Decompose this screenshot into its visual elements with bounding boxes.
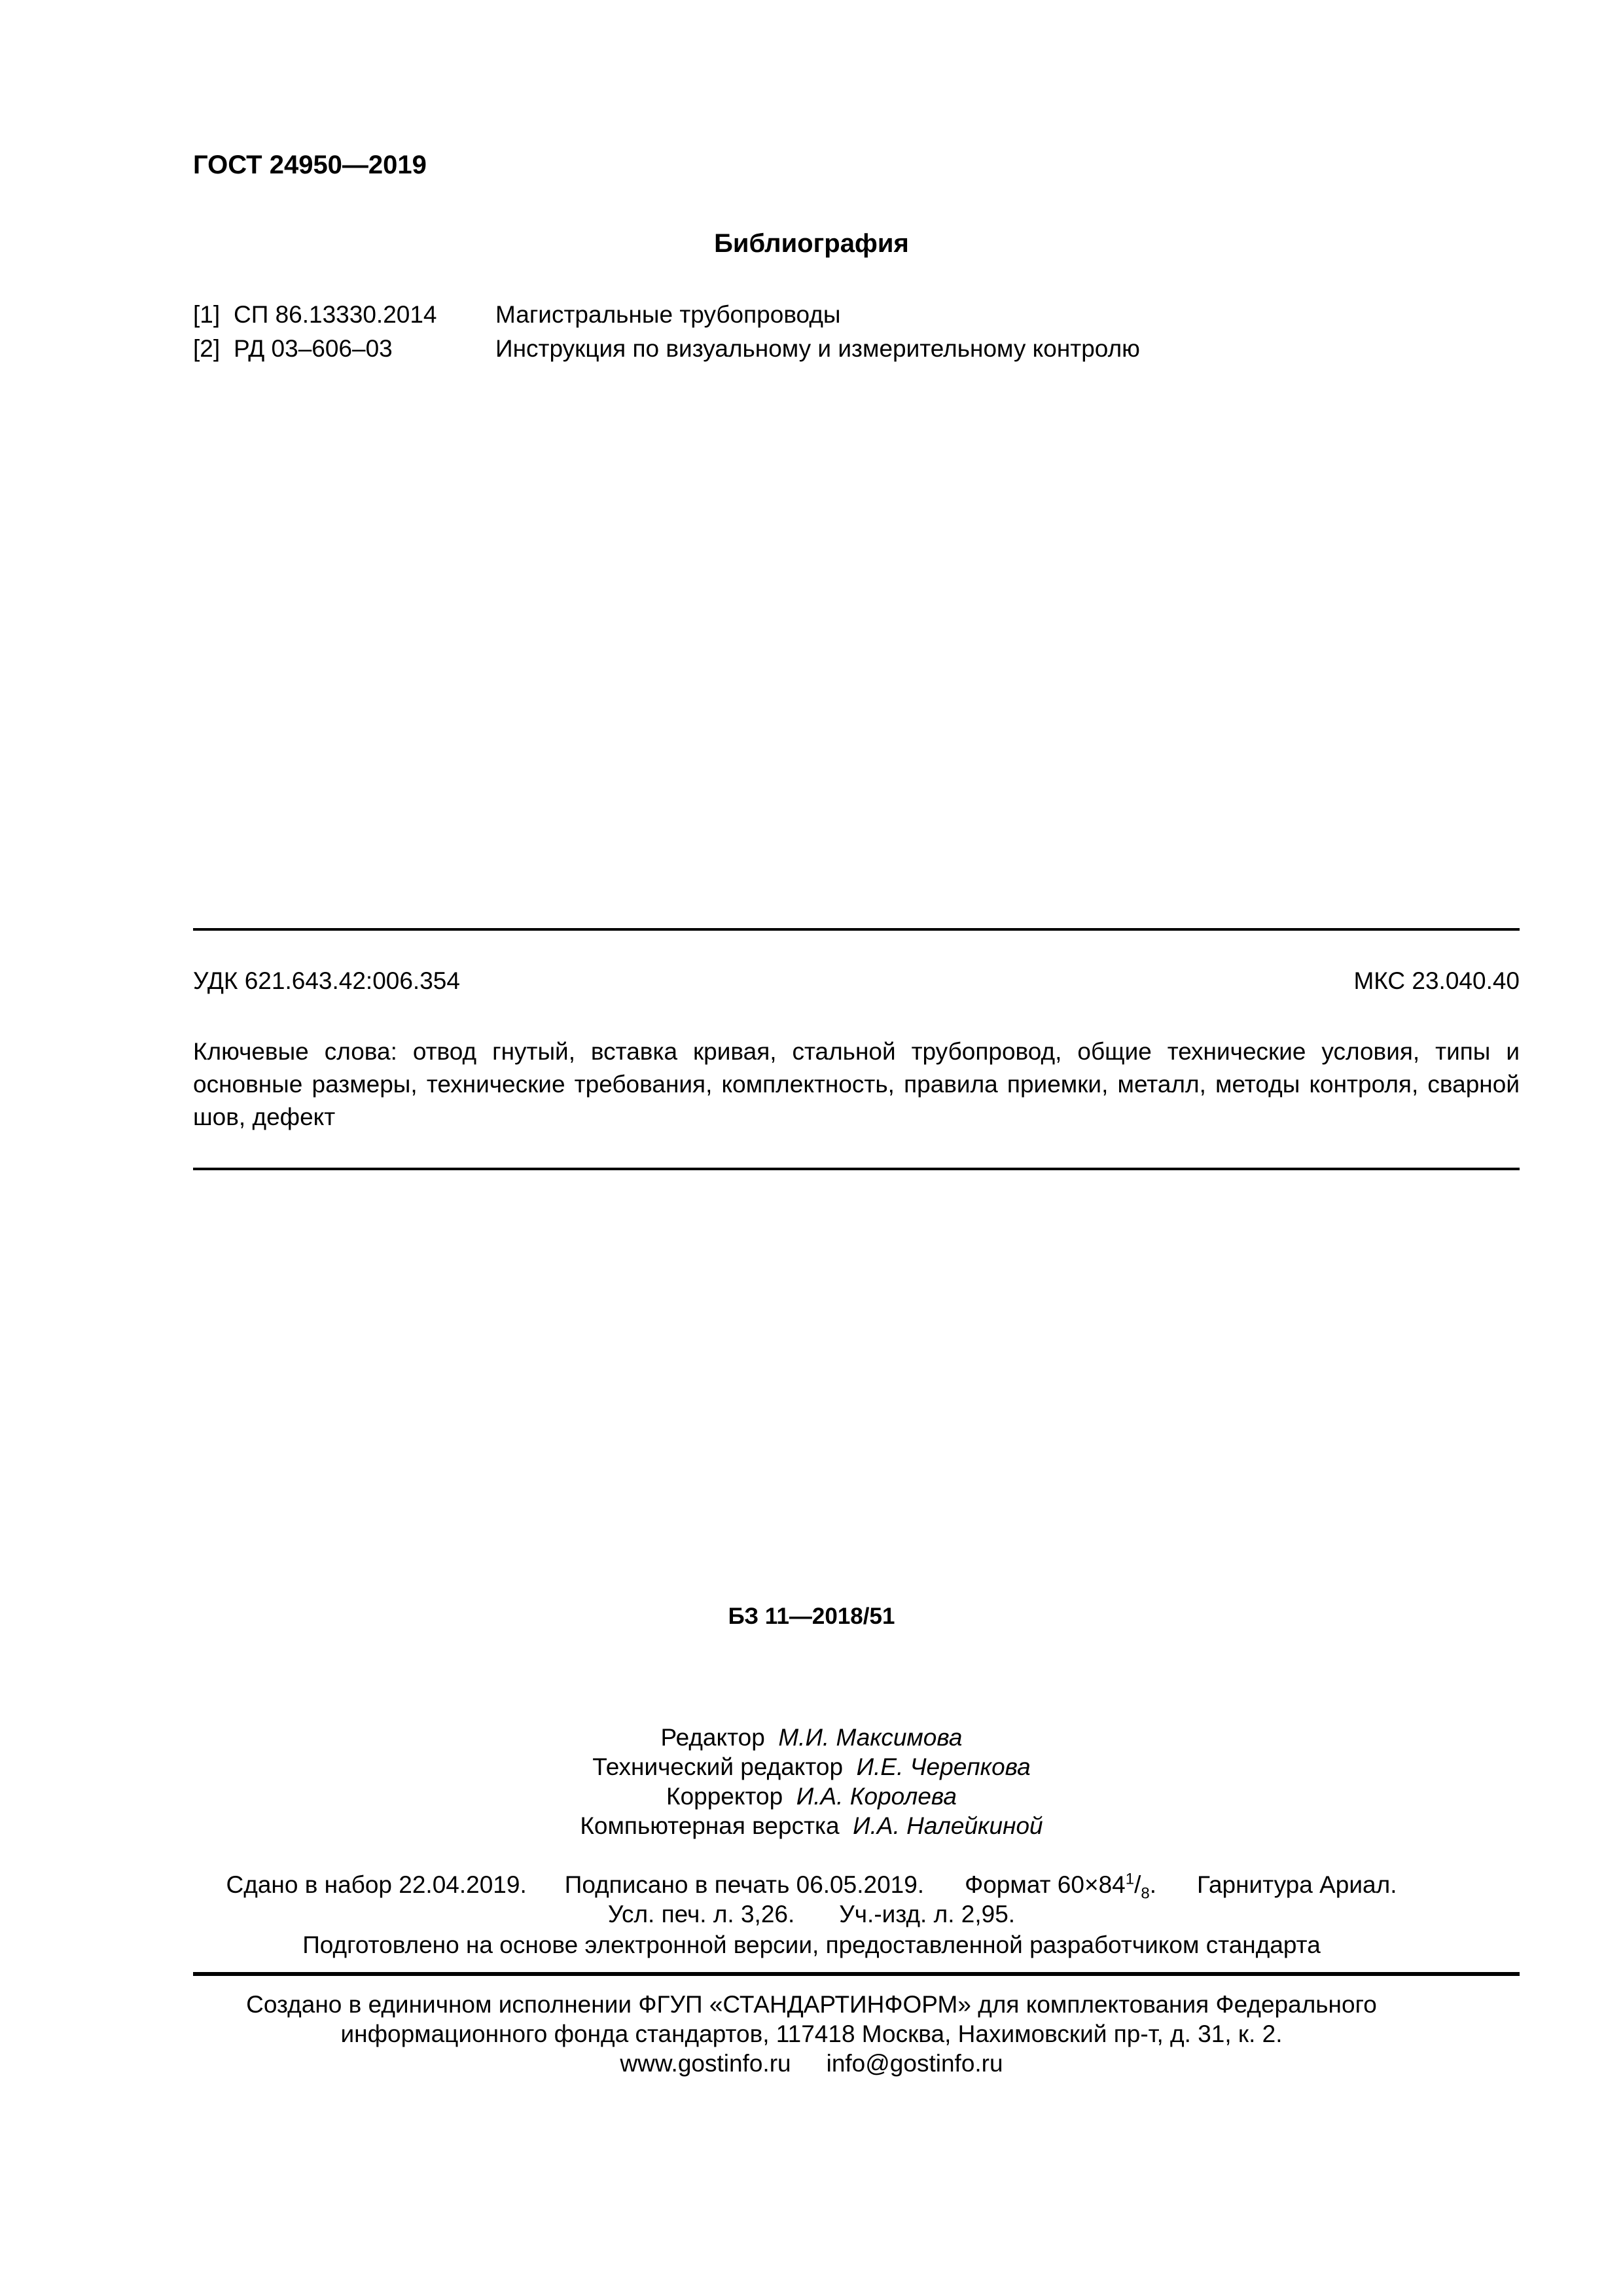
- pub-sheets: Уч.-изд. л. 2,95.: [839, 1901, 1016, 1928]
- thick-divider: [193, 1972, 1520, 1976]
- staff-name: М.И. Максимова: [778, 1724, 963, 1751]
- print-info-line: [0, 1870, 1623, 1903]
- footer-line-1: Создано в единичном исполнении ФГУП «СТАНДАРТИНФОРМ» для комплектования Федерального: [246, 1991, 1377, 2018]
- prepared-note: Подготовлено на основе электронной версии, предоставленной разработчиком стандарта: [302, 1931, 1321, 1958]
- staff-editor: [0, 1725, 1623, 1749]
- staff-tech-editor: [0, 1755, 1623, 1779]
- staff-name: И.А. Налейкиной: [853, 1812, 1043, 1839]
- bibliography-title: Библиография: [714, 229, 909, 258]
- bib-item-code: РД 03–606–03: [234, 335, 393, 362]
- submitted-date: Сдано в набор 22.04.2019.: [226, 1871, 527, 1898]
- sheets-line: [0, 1902, 1623, 1926]
- divider: [193, 928, 1520, 931]
- bib-item-number: [1]: [193, 301, 221, 328]
- staff-role: Технический редактор: [592, 1753, 844, 1780]
- keywords: Ключевые слова: отвод гнутый, вставка кривая, стальной трубопровод, общие технические условия, типы и основные размеры, технические требования, комплектность, правила приемки, металл, методы контроля, сварной шов, дефект: [193, 1038, 1520, 1130]
- mks-code: МКС 23.040.40: [1353, 967, 1520, 994]
- print-sheets: Усл. печ. л. 3,26.: [607, 1901, 795, 1928]
- footer-line-2: информационного фонда стандартов, 117418 Москва, Нахимовский пр-т, д. 31, к. 2.: [340, 2020, 1283, 2047]
- staff-name: И.А. Королева: [796, 1783, 957, 1810]
- footer-contacts: [0, 2051, 1623, 2075]
- document-number: ГОСТ 24950—2019: [193, 151, 427, 179]
- divider: [193, 1168, 1520, 1170]
- bib-item-title: Магистральные трубопроводы: [495, 301, 841, 328]
- bib-item-code: СП 86.13330.2014: [234, 301, 437, 328]
- udk-code: УДК 621.643.42:006.354: [193, 967, 460, 994]
- staff-corrector: [0, 1784, 1623, 1808]
- staff-layout: [0, 1814, 1623, 1838]
- bib-item-title: Инструкция по визуальному и измерительному контролю: [495, 335, 1140, 362]
- email-link[interactable]: info@gostinfo.ru: [826, 2050, 1003, 2077]
- staff-role: Редактор: [660, 1724, 765, 1751]
- staff-role: Корректор: [666, 1783, 783, 1810]
- bz-number: БЗ 11—2018/51: [728, 1604, 895, 1629]
- staff-name: И.Е. Черепкова: [856, 1753, 1031, 1780]
- staff-role: Компьютерная верстка: [580, 1812, 840, 1839]
- format: Формат $60\times 84^1/_8$.: [965, 1870, 1157, 1903]
- typeface: Гарнитура Ариал.: [1197, 1871, 1397, 1898]
- signed-date: Подписано в печать 06.05.2019.: [564, 1871, 925, 1898]
- bib-item-number: [2]: [193, 335, 221, 362]
- website-link[interactable]: www.gostinfo.ru: [620, 2050, 791, 2077]
